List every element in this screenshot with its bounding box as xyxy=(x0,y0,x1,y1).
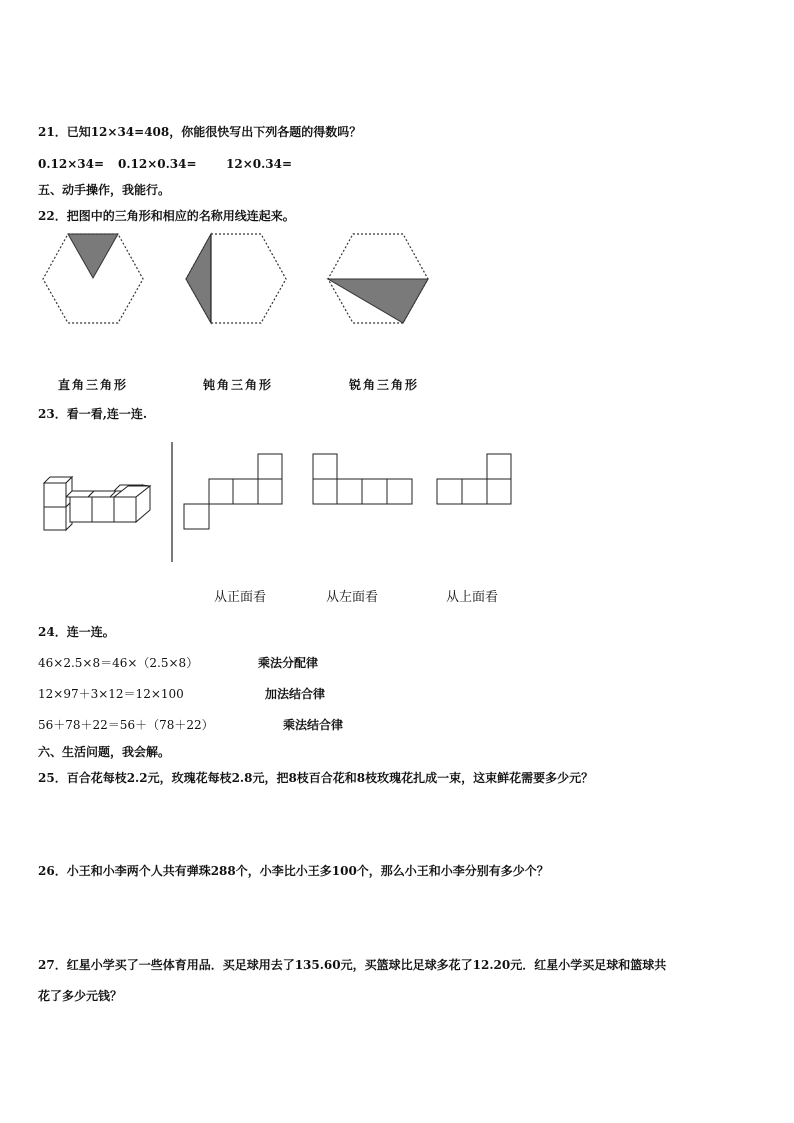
q24-equation-3: 56＋78＋22＝56＋（78＋22） xyxy=(38,718,214,732)
q24-law-2: 加法结合律 xyxy=(265,687,326,701)
label-acute-triangle: 锐角三角形 xyxy=(349,378,420,392)
cube-front-4 xyxy=(92,497,114,522)
q24-equation-1: 46×2.5×8＝46×（2.5×8） xyxy=(38,656,199,670)
label-obtuse-triangle: 钝角三角形 xyxy=(203,378,274,392)
q24-equation-2: 12×97＋3×12＝12×100 xyxy=(38,687,184,701)
view-label-left: 从左面看 xyxy=(326,590,379,605)
q24-question: 24．连一连。 xyxy=(38,625,115,639)
q27-question-line-1: 27．红星小学买了一些体育用品．买足球用去了135.60元，买篮球比足球多花了12.20元．红星小学买足球和篮球共 xyxy=(38,958,667,972)
cube-front-2 xyxy=(44,507,66,530)
section-6-heading: 六、生活问题，我会解。 xyxy=(38,745,171,759)
q27-question-line-2: 花了多少元钱？ xyxy=(38,989,123,1003)
q21-question: 21．已知12×34=408，你能很快写出下列各题的得数吗？ xyxy=(38,125,362,139)
label-right-triangle: 直角三角形 xyxy=(58,378,129,392)
q21-item-3: 12×0.34= xyxy=(226,157,293,171)
view-label-top: 从上面看 xyxy=(446,590,499,605)
q24-law-1: 乘法分配律 xyxy=(258,656,319,670)
q24-law-3: 乘法结合律 xyxy=(283,718,344,732)
cube-front-5 xyxy=(114,497,136,522)
q25-question: 25．百合花每枝2.2元，玫瑰花每枝2.8元，把8枝百合花和8枝玫瑰花扎成一束，这束鲜花需要多少元？ xyxy=(38,771,594,785)
q21-item-1: 0.12×34= xyxy=(38,157,105,171)
q22-question: 22．把图中的三角形和相应的名称用线连起来。 xyxy=(38,209,295,223)
q21-item-2: 0.12×0.34= xyxy=(118,157,197,171)
cube-front-3 xyxy=(70,497,92,522)
cube-front-1 xyxy=(44,483,66,507)
q26-question: 26．小王和小李两个人共有弹珠288个，小李比小王多100个，那么小王和小李分别有多少个？ xyxy=(38,864,549,878)
section-5-heading: 五、动手操作，我能行。 xyxy=(38,183,171,197)
view-label-front: 从正面看 xyxy=(214,590,267,605)
q23-question: 23．看一看,连一连. xyxy=(38,407,148,421)
